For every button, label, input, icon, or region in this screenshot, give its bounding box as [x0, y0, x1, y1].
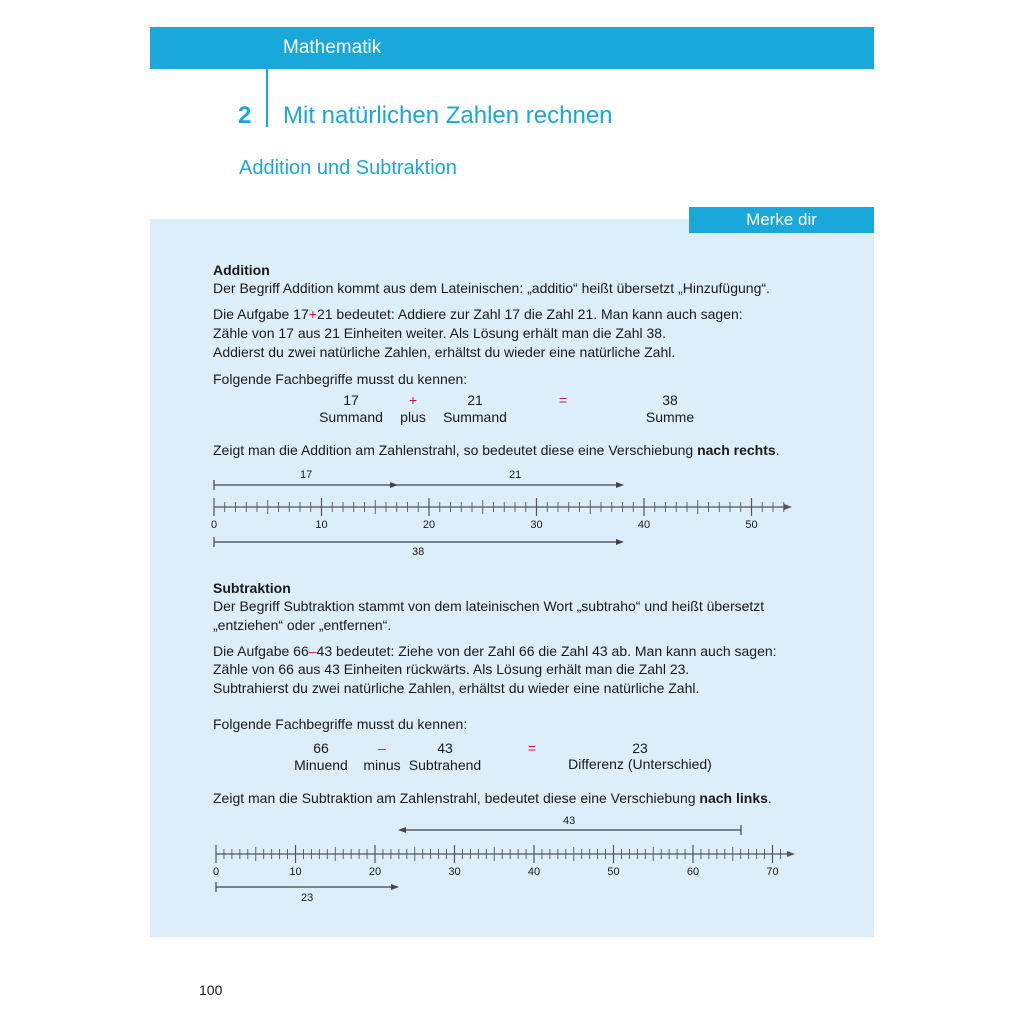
chapter-title: Mit natürlichen Zahlen rechnen — [283, 102, 613, 129]
tick-label: 20 — [368, 866, 382, 878]
addition-p1: Der Begriff Addition kommt aus dem Lateinischen: „additio“ heißt übersetzt „Hinzufügung“. — [213, 280, 770, 296]
sub-term-eq: = — [527, 740, 537, 756]
subtraction-heading: Subtraktion — [213, 580, 291, 596]
sub-arrow1-head — [398, 827, 406, 833]
addition-p2-a: Die Aufgabe — [213, 306, 294, 322]
sub-label-l2: Subtrahend — [408, 757, 482, 773]
addition-line-text-c: . — [775, 442, 780, 458]
add-term-eq: = — [558, 392, 568, 408]
chapter-number: 2 — [238, 102, 252, 129]
tick-label: 0 — [212, 866, 220, 878]
tick-label: 10 — [315, 519, 328, 531]
page-number: 100 — [199, 982, 223, 998]
merke-label: Merke dir — [689, 207, 874, 233]
subtraction-terms-intro: Folgende Fachbegriffe musst du kennen: — [213, 716, 468, 732]
subtraction-p1: Der Begriff Subtraktion stammt von dem lateinischen Wort „subtraho“ und heißt übersetzt — [213, 598, 765, 614]
tick-label: 30 — [448, 866, 461, 878]
sub-result-head — [391, 884, 399, 890]
addition-p2-n1: 17 — [293, 306, 309, 322]
tick-label: 70 — [766, 866, 779, 878]
subtraction-p3: Zähle von 66 aus 43 Einheiten rückwärts. Als Lösung erhält man die Zahl 23. — [213, 661, 690, 677]
tick-label: 50 — [745, 519, 758, 531]
subtraction-line-text-b: nach links — [699, 790, 768, 806]
tick-label: 30 — [530, 519, 543, 531]
addition-heading: Addition — [213, 262, 270, 278]
subtraction-p2-n2: 43 — [316, 643, 333, 659]
subtraction-line-text-c: . — [767, 790, 772, 806]
addition-line-text-a: Zeigt man die Addition am Zahlenstrahl, so bedeutet diese eine Verschiebung — [213, 442, 698, 458]
addition-terms-intro: Folgende Fachbegriffe musst du kennen: — [213, 371, 468, 387]
subtraction-p2-n1: 66 — [293, 643, 309, 659]
add-result-label: 38 — [412, 546, 425, 558]
sub-label-op: minus — [363, 757, 401, 773]
addition-p4: Addierst du zwei natürliche Zahlen, erhältst du wieder eine natürliche Zahl. — [213, 344, 676, 360]
subtraction-p2-op: – — [308, 643, 317, 659]
add-term-n1: 17 — [343, 392, 359, 408]
tick-label: 40 — [637, 519, 651, 531]
subtraction-p1b: „entziehen“ oder „entfernen“. — [213, 617, 392, 633]
tick-label: 40 — [527, 866, 541, 878]
sub-label-res: Differenz (Unterschied) — [568, 756, 712, 772]
add-label-l1: Summand — [319, 409, 383, 425]
subtraction-p4: Subtrahierst du zwei natürliche Zahlen, erhältst du wieder eine natürliche Zahl. — [213, 680, 700, 696]
add-arrow1-label: 17 — [300, 469, 313, 481]
subtraction-axis-arrowhead — [787, 851, 795, 857]
tick-label: 0 — [210, 519, 218, 531]
add-term-op: + — [408, 392, 418, 408]
tick-label: 10 — [289, 866, 302, 878]
addition-p2-op: + — [308, 306, 317, 322]
subtraction-p2-a: Die Aufgabe — [213, 643, 294, 659]
tick-label: 20 — [422, 519, 436, 531]
add-term-res: 38 — [662, 392, 678, 408]
subject-title: Mathematik — [283, 37, 382, 58]
addition-line-text-b: nach rechts — [697, 442, 776, 458]
add-arrow2-label: 21 — [509, 469, 522, 481]
section-title: Addition und Subtraktion — [239, 157, 457, 179]
add-label-op: plus — [400, 409, 426, 425]
subtraction-p2-b: bedeutet: Ziehe von der Zahl 66 die Zahl 43 ab. Man kann auch sagen: — [332, 643, 777, 659]
sub-term-op: – — [378, 740, 386, 756]
add-label-l2: Summand — [443, 409, 507, 425]
subtraction-line-text-a: Zeigt man die Subtraktion am Zahlenstrahl, bedeutet diese eine Verschiebung — [213, 790, 700, 806]
addition-p2-b: bedeutet: Addiere zur Zahl 17 die Zahl 21. Man kann auch sagen: — [332, 306, 743, 322]
addition-p2-n2: 21 — [316, 306, 333, 322]
addition-p3: Zähle von 17 aus 21 Einheiten weiter. Als Lösung erhält man die Zahl 38. — [213, 325, 666, 341]
sub-result-label: 23 — [301, 892, 314, 904]
sub-arrow1-label: 43 — [563, 815, 576, 827]
tick-label: 50 — [607, 866, 620, 878]
add-term-n2: 21 — [467, 392, 483, 408]
sub-label-l1: Minuend — [294, 757, 348, 773]
sub-term-n2: 43 — [437, 740, 453, 756]
tick-label: 60 — [686, 866, 700, 878]
sub-term-res: 23 — [632, 740, 648, 756]
add-label-res: Summe — [645, 409, 695, 425]
sub-term-n1: 66 — [313, 740, 329, 756]
